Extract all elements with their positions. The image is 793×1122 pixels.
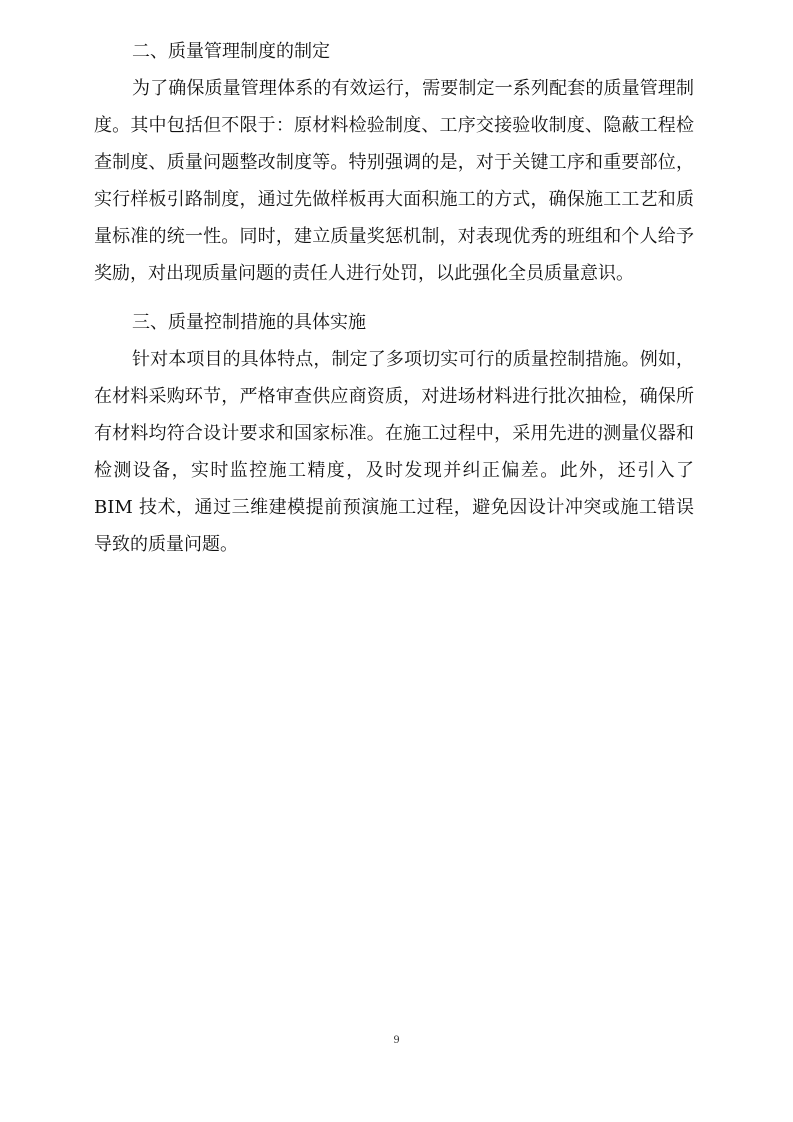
- section-heading-quality-management-system: 二、质量管理制度的制定: [132, 41, 330, 62]
- section-paragraph-quality-management-system: 为了确保质量管理体系的有效运行，需要制定一系列配套的质量管理制度。其中包括但不限于：原材料检验制度、工序交接验收制度、隐蔽工程检查制度、质量问题整改制度等。特别强调的是，对于关键工序和重要部位，实行样板引路制度，通过先做样板再大面积施工的方式，确保施工工艺和质量标准的统一性。同时，建立质量奖惩机制，对表现优秀的班组和个人给予奖励，对出现质量问题的责任人进行处罚，以此强化全员质量意识。: [94, 78, 694, 284]
- page-number: 9: [393, 1035, 400, 1046]
- section-heading-quality-control-measures: 三、质量控制措施的具体实施: [132, 312, 366, 333]
- document-body: [94, 33, 694, 563]
- section-paragraph-quality-control-measures: 针对本项目的具体特点，制定了多项切实可行的质量控制措施。例如，在材料采购环节，严格审查供应商资质，对进场材料进行批次抽检，确保所有材料均符合设计要求和国家标准。在施工过程中，采用先进的测量仪器和检测设备，实时监控施工精度，及时发现并纠正偏差。此外，还引入了 BIM 技术，通过三维建模提前预演施工过程，避免因设计冲突或施工错误导致的质量问题。: [94, 349, 694, 555]
- section-spacer: [94, 292, 694, 304]
